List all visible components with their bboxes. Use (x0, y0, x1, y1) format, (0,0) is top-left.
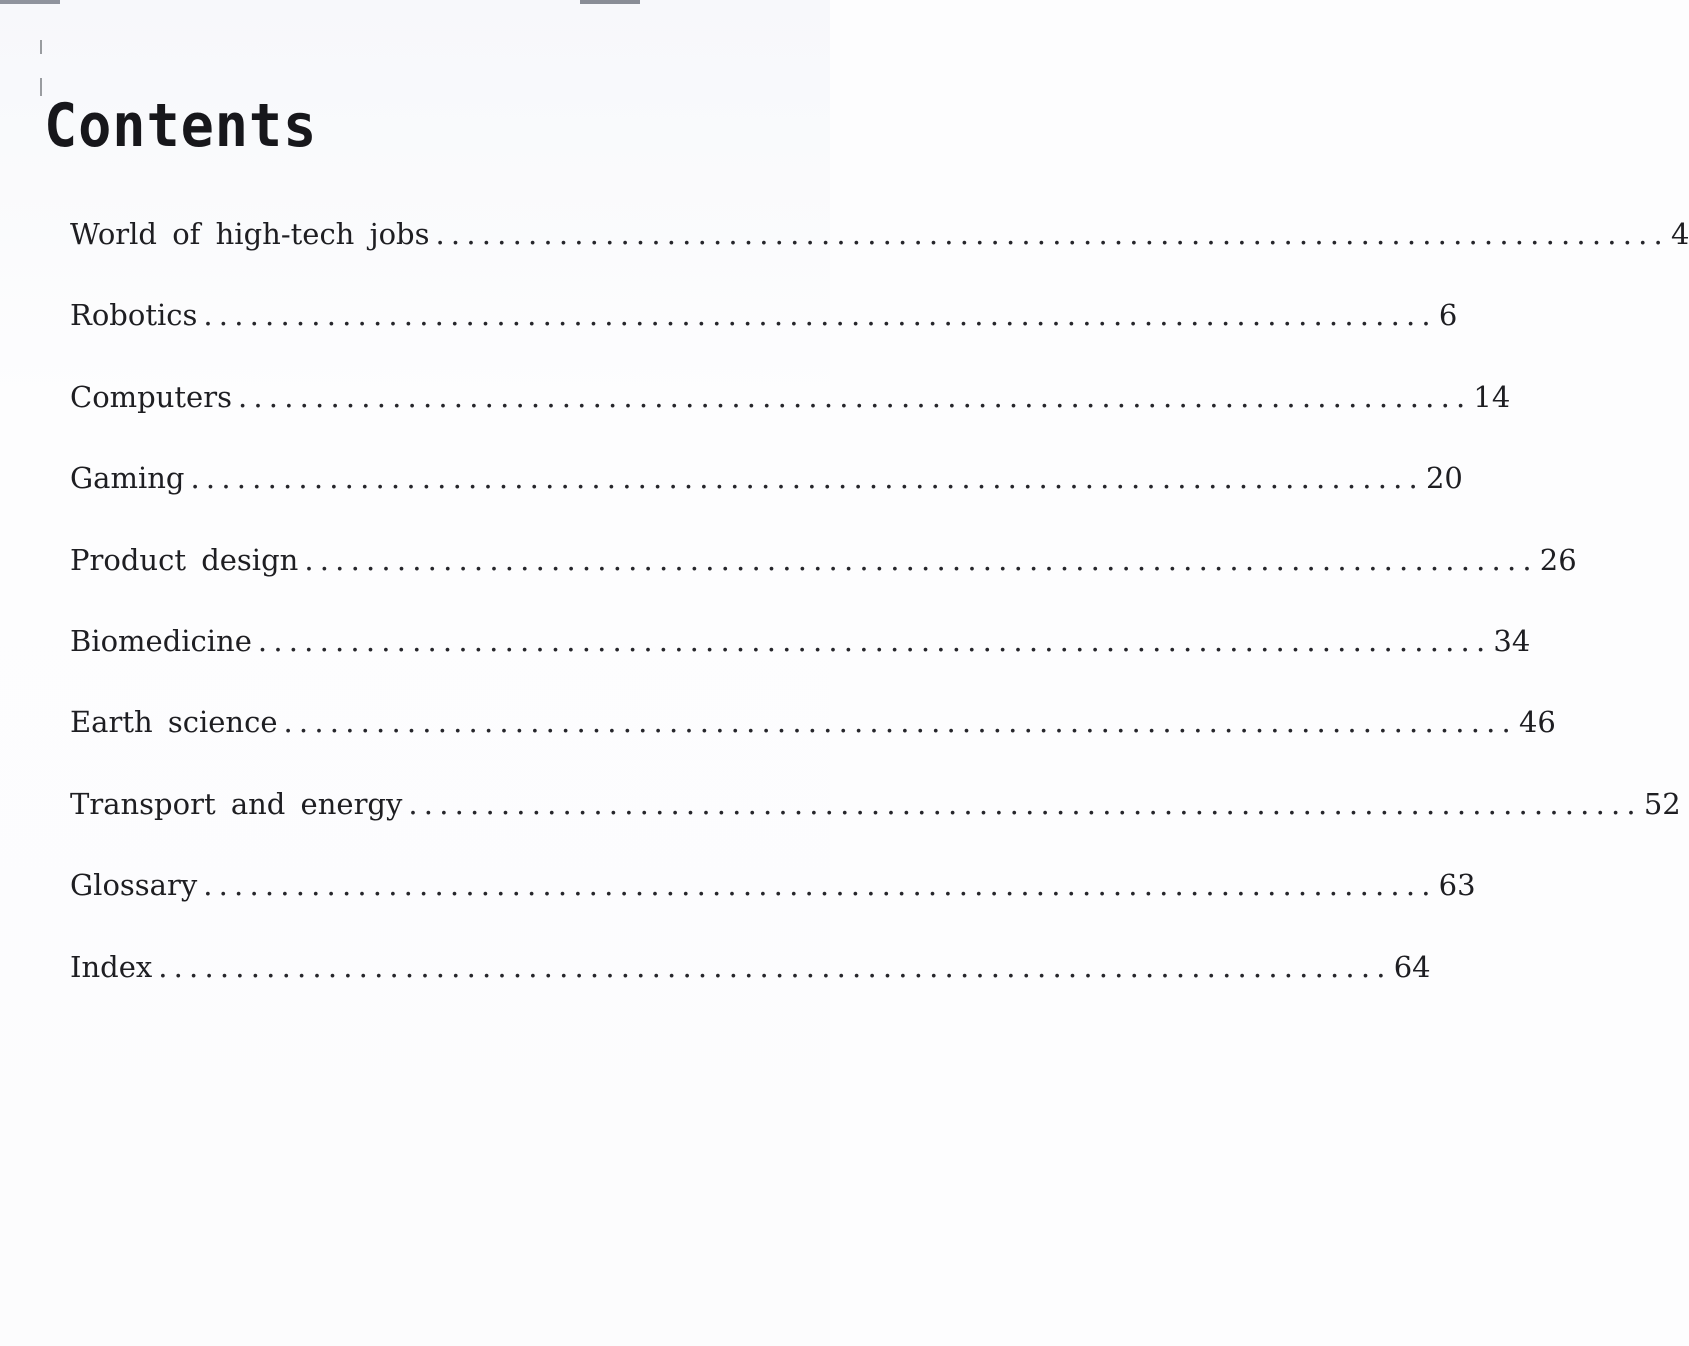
toc-entry-label: Robotics (70, 298, 198, 333)
toc-entry-page: 52 (1643, 786, 1681, 821)
toc-entry[interactable] (70, 293, 1458, 374)
toc-entry-page: 20 (1425, 461, 1463, 496)
toc-entry-label: Biomedicine (70, 623, 252, 658)
toc-entry-label: Computers (70, 379, 232, 414)
toc-entry[interactable] (70, 212, 1689, 293)
toc-entry-label: Earth science (70, 705, 278, 740)
toc-leader-dots: ................................................................................ (283, 705, 1517, 740)
toc-entry[interactable] (70, 375, 1511, 456)
toc-leader-dots: ................................................................................ (408, 786, 1642, 821)
toc-entry-label: Index (70, 949, 153, 984)
toc-leader-dots: ................................................................................ (304, 542, 1538, 577)
toc-leader-dots: ................................................................................ (203, 298, 1437, 333)
toc-entry-page: 63 (1438, 868, 1476, 903)
toc-leader-dots: ................................................................................ (257, 623, 1492, 658)
page-speck (40, 78, 42, 96)
toc-entry-label: Product design (70, 542, 299, 577)
toc-entry-label: Gaming (70, 461, 185, 496)
contents-title: Contents (44, 91, 318, 161)
toc-entry-page: 14 (1473, 379, 1511, 414)
toc-entry[interactable] (70, 456, 1463, 537)
toc-leader-dots: ................................................................................ (158, 949, 1392, 984)
toc-entry-page: 26 (1539, 542, 1577, 577)
toc-entry-page: 64 (1393, 949, 1431, 984)
toc-entry[interactable] (70, 619, 1531, 700)
toc-entry-page: 34 (1493, 623, 1531, 658)
toc-entry-page: 6 (1438, 298, 1458, 333)
toc-leader-dots: ................................................................................ (237, 379, 1472, 414)
toc-entry[interactable] (70, 945, 1431, 1026)
toc-entry[interactable] (70, 700, 1556, 781)
toc-leader-dots: ................................................................................ (203, 868, 1437, 903)
toc-entry-page: 4 (1670, 217, 1689, 251)
page-speck (40, 40, 42, 54)
toc-entry-page: 46 (1518, 705, 1556, 740)
toc-entry[interactable] (70, 782, 1681, 863)
table-of-contents (70, 212, 1689, 1026)
page-top-edge (0, 0, 830, 4)
toc-leader-dots: ................................................................................ (190, 461, 1424, 496)
toc-entry[interactable] (70, 863, 1476, 944)
toc-entry-label: World of high-tech jobs (70, 217, 430, 251)
toc-leader-dots: ................................................................................ (435, 217, 1669, 251)
toc-entry-label: Transport and energy (70, 786, 403, 821)
toc-entry-label: Glossary (70, 868, 198, 903)
toc-entry[interactable] (70, 538, 1577, 619)
